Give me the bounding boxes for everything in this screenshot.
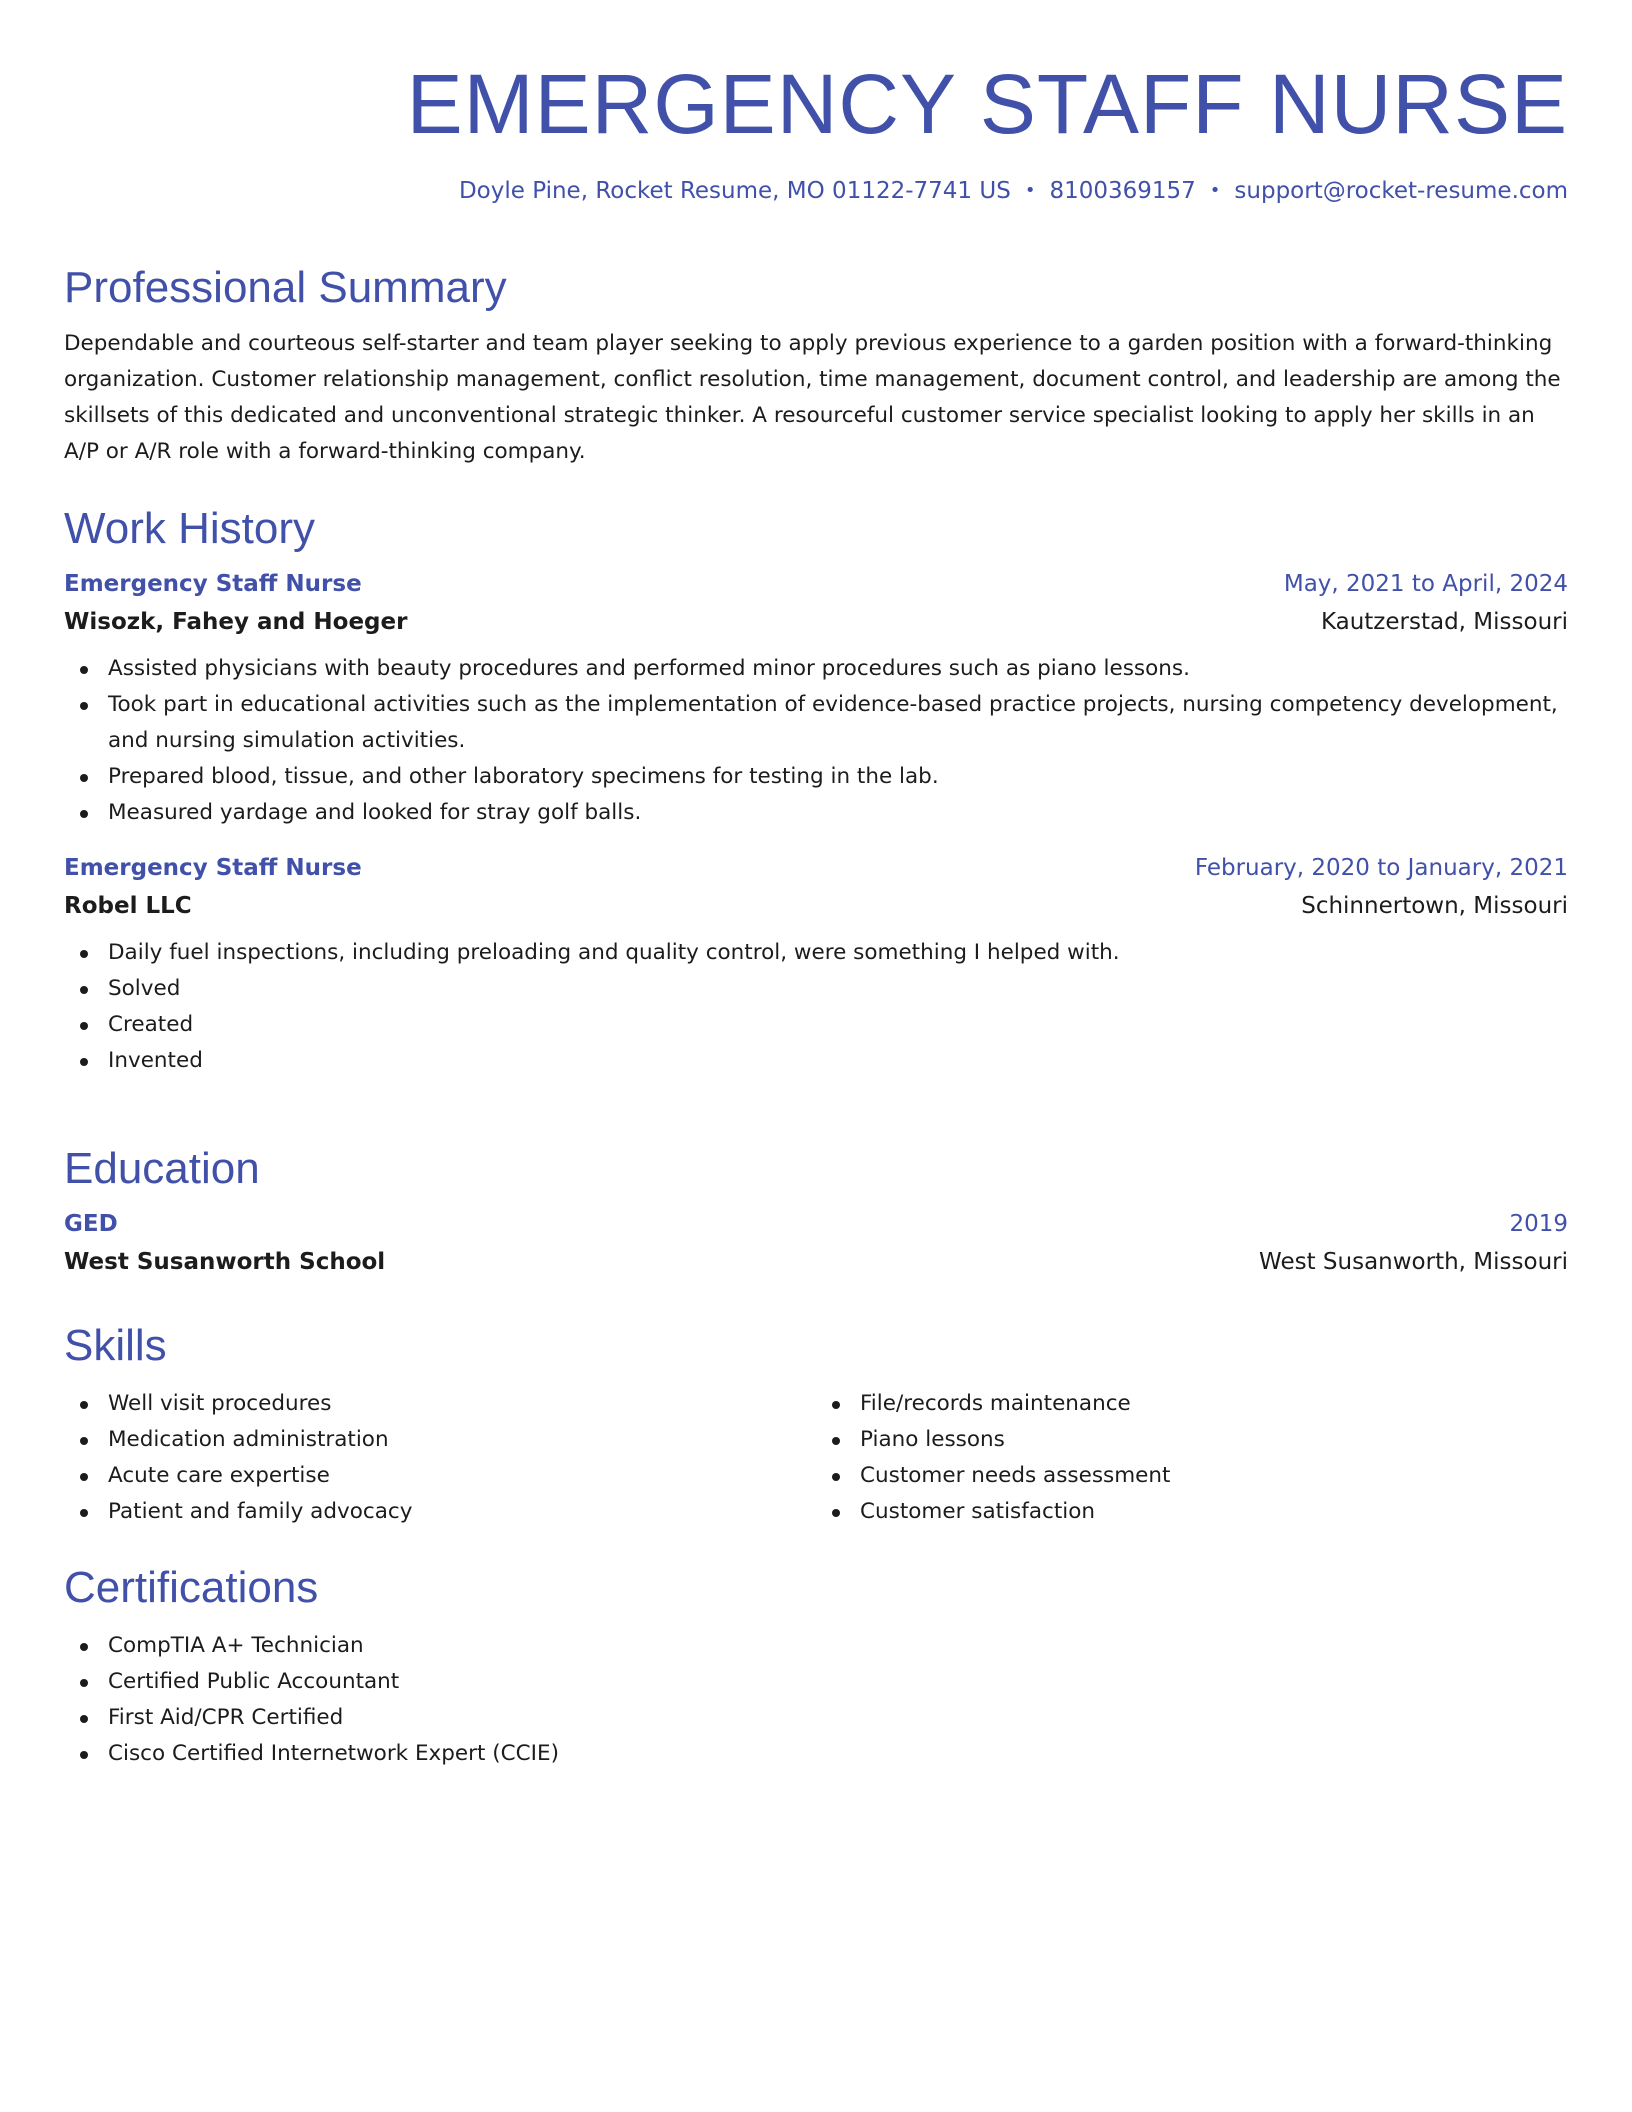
list-item: Solved [64,971,1568,1007]
list-item: Customer needs assessment [816,1458,1568,1494]
summary-text: Dependable and courteous self-starter and team player seeking to apply previous experience to a garden position with a forward-thinking organization. Customer relationship management, conflict resolution, time management, document control, and leadership are among the skillsets of this dedicated and unconventional strategic thinker. A resourceful customer service specialist looking to apply her skills in an A/P or A/R role with a forward-thinking company. [64,331,1561,464]
skills-list-right [816,1386,1568,1530]
bullet-icon [80,1401,88,1409]
job-location: Schinnertown, Missouri [1301,893,1568,919]
job-entry [64,569,1568,831]
certifications-section [64,1562,1568,1772]
list-item: Measured yardage and looked for stray golf balls. [64,795,1568,831]
list-item: Assisted physicians with beauty procedures and performed minor procedures such as piano lessons. [64,651,1568,687]
bullet-icon [80,950,88,958]
certifications-heading: Certifications [64,1563,319,1612]
bullet-icon [832,1473,840,1481]
job-dates: May, 2021 to April, 2024 [1283,571,1568,597]
bullet-icon [80,1643,88,1651]
list-item: Invented [64,1043,1568,1079]
bullet-icon [80,702,88,710]
list-item: Customer satisfaction [816,1494,1568,1530]
bullet-icon [80,1509,88,1517]
list-item: File/records maintenance [816,1386,1568,1422]
education-section [64,1143,1568,1277]
list-item: First Aid/CPR Certified [64,1700,1568,1736]
bullet-icon [80,666,88,674]
bullet-icon [80,1058,88,1066]
list-item: Cisco Certified Internetwork Expert (CCIE) [64,1736,1568,1772]
education-school: West Susanworth School [64,1249,386,1275]
list-item: Patient and family advocacy [64,1494,816,1530]
bullet-icon [80,1473,88,1481]
skills-list-left [64,1386,816,1530]
list-item: Created [64,1007,1568,1043]
work-section [64,503,1568,1079]
job-title: Emergency Staff Nurse [64,855,362,881]
list-item: Piano lessons [816,1422,1568,1458]
job-bullets [64,935,1568,1079]
skills-heading: Skills [64,1321,167,1370]
list-item: Well visit procedures [64,1386,816,1422]
job-location: Kautzerstad, Missouri [1320,609,1568,635]
list-item: Certified Public Accountant [64,1664,1568,1700]
list-item: Medication administration [64,1422,816,1458]
job-entry [64,853,1568,1079]
bullet-icon [832,1401,840,1409]
bullet-icon [80,810,88,818]
bullet-icon [80,1679,88,1687]
contact-separator: • [1209,180,1221,201]
bullet-icon [80,1715,88,1723]
summary-section [64,262,1568,470]
skills-section [64,1320,1568,1530]
bullet-icon [832,1437,840,1445]
job-employer: Robel LLC [64,893,192,919]
job-employer: Wisozk, Fahey and Hoeger [64,609,408,635]
job-title: Emergency Staff Nurse [64,571,362,597]
work-heading: Work History [64,504,315,553]
list-item: Took part in educational activities such as the implementation of evidence-based practice projects, nursing competency development, and nursing simulation activities. [64,687,1568,759]
skills-grid [64,1386,1568,1530]
bullet-icon [832,1509,840,1517]
bullet-icon [80,1751,88,1759]
education-degree: GED [64,1211,118,1237]
bullet-icon [80,774,88,782]
job-bullets [64,651,1568,831]
list-item: CompTIA A+ Technician [64,1628,1568,1664]
education-year: 2019 [1509,1211,1568,1237]
list-item: Acute care expertise [64,1458,816,1494]
resume-title: EMERGENCY STAFF NURSE [406,57,1568,151]
education-heading: Education [64,1144,260,1193]
bullet-icon [80,986,88,994]
contact-email[interactable]: support@rocket-resume.com [1234,178,1568,204]
summary-heading: Professional Summary [64,263,507,312]
education-location: West Susanworth, Missouri [1259,1249,1568,1275]
contact-address: Doyle Pine, Rocket Resume, MO 01122-7741 US [458,178,1011,204]
contact-phone: 8100369157 [1049,178,1196,204]
contact-line [459,176,1568,206]
bullet-icon [80,1437,88,1445]
bullet-icon [80,1022,88,1030]
list-item: Daily fuel inspections, including preloading and quality control, were something I helped with. [64,935,1568,971]
contact-separator: • [1024,180,1036,201]
job-dates: February, 2020 to January, 2021 [1194,855,1568,881]
certifications-list [64,1628,1568,1772]
list-item: Prepared blood, tissue, and other laboratory specimens for testing in the lab. [64,759,1568,795]
